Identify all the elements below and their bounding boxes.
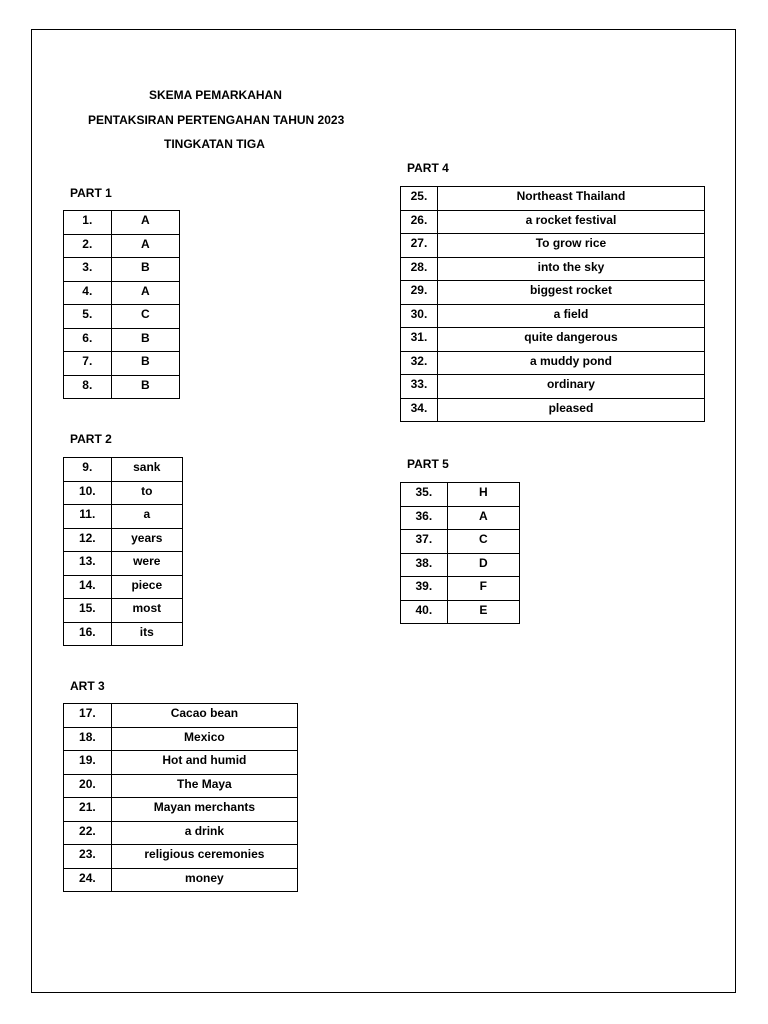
- question-number: 13.: [64, 552, 112, 576]
- answer-row: [401, 210, 705, 234]
- question-number: 2.: [64, 234, 112, 258]
- answer-cell: money: [111, 868, 297, 892]
- question-number: 39.: [401, 577, 448, 601]
- answer-cell: a: [111, 505, 182, 529]
- answer-row: [64, 868, 298, 892]
- answer-cell: to: [111, 481, 182, 505]
- answer-cell: piece: [111, 575, 182, 599]
- answer-row: [64, 211, 180, 235]
- question-number: 19.: [64, 751, 112, 775]
- answer-row: [401, 328, 705, 352]
- question-number: 9.: [64, 458, 112, 482]
- question-number: 36.: [401, 506, 448, 530]
- answer-cell: A: [111, 281, 179, 305]
- answer-row: [64, 481, 183, 505]
- answer-cell: a drink: [111, 821, 297, 845]
- answer-row: [64, 234, 180, 258]
- answer-row: [64, 552, 183, 576]
- answer-row: [64, 727, 298, 751]
- answer-row: [401, 553, 520, 577]
- answer-row: [64, 352, 180, 376]
- answer-cell: A: [447, 506, 519, 530]
- answer-cell: years: [111, 528, 182, 552]
- question-number: 34.: [401, 398, 438, 422]
- answer-row: [64, 575, 183, 599]
- answer-cell: a rocket festival: [437, 210, 704, 234]
- answer-cell: Mexico: [111, 727, 297, 751]
- answer-cell: A: [111, 211, 179, 235]
- answer-row: [64, 375, 180, 399]
- answer-cell: E: [447, 600, 519, 624]
- answer-row: [64, 328, 180, 352]
- answer-cell: B: [111, 328, 179, 352]
- answer-cell: B: [111, 352, 179, 376]
- answer-row: [401, 600, 520, 624]
- header-title: SKEMA PEMARKAHAN: [149, 88, 282, 102]
- answer-row: [64, 845, 298, 869]
- answer-cell: Mayan merchants: [111, 798, 297, 822]
- question-number: 40.: [401, 600, 448, 624]
- question-number: 24.: [64, 868, 112, 892]
- question-number: 18.: [64, 727, 112, 751]
- answer-cell: Cacao bean: [111, 704, 297, 728]
- question-number: 10.: [64, 481, 112, 505]
- answer-cell: pleased: [437, 398, 704, 422]
- question-number: 1.: [64, 211, 112, 235]
- answer-row: [64, 599, 183, 623]
- answer-row: [64, 505, 183, 529]
- answer-cell: sank: [111, 458, 182, 482]
- answer-row: [401, 281, 705, 305]
- answer-cell: were: [111, 552, 182, 576]
- answer-cell: a muddy pond: [437, 351, 704, 375]
- answer-cell: B: [111, 258, 179, 282]
- answer-cell: H: [447, 483, 519, 507]
- answer-row: [64, 458, 183, 482]
- question-number: 21.: [64, 798, 112, 822]
- question-number: 23.: [64, 845, 112, 869]
- answer-row: [64, 798, 298, 822]
- answer-row: [64, 258, 180, 282]
- question-number: 12.: [64, 528, 112, 552]
- question-number: 8.: [64, 375, 112, 399]
- answer-cell: C: [111, 305, 179, 329]
- part5-table: [400, 482, 520, 624]
- answer-cell: its: [111, 622, 182, 646]
- answer-row: [64, 774, 298, 798]
- answer-row: [401, 351, 705, 375]
- part4-label: PART 4: [407, 161, 449, 175]
- answer-row: [401, 577, 520, 601]
- answer-cell: into the sky: [437, 257, 704, 281]
- answer-cell: most: [111, 599, 182, 623]
- part2-label: PART 2: [70, 432, 112, 446]
- question-number: 16.: [64, 622, 112, 646]
- answer-cell: quite dangerous: [437, 328, 704, 352]
- question-number: 5.: [64, 305, 112, 329]
- part4-table: [400, 186, 705, 422]
- question-number: 28.: [401, 257, 438, 281]
- answer-row: [64, 751, 298, 775]
- question-number: 37.: [401, 530, 448, 554]
- answer-row: [401, 257, 705, 281]
- question-number: 29.: [401, 281, 438, 305]
- question-number: 27.: [401, 234, 438, 258]
- part1-label: PART 1: [70, 186, 112, 200]
- question-number: 38.: [401, 553, 448, 577]
- answer-cell: religious ceremonies: [111, 845, 297, 869]
- answer-cell: C: [447, 530, 519, 554]
- answer-row: [401, 483, 520, 507]
- question-number: 31.: [401, 328, 438, 352]
- question-number: 3.: [64, 258, 112, 282]
- question-number: 30.: [401, 304, 438, 328]
- question-number: 15.: [64, 599, 112, 623]
- answer-row: [64, 528, 183, 552]
- question-number: 6.: [64, 328, 112, 352]
- answer-cell: Northeast Thailand: [437, 187, 704, 211]
- answer-row: [401, 187, 705, 211]
- answer-cell: a field: [437, 304, 704, 328]
- part1-table: [63, 210, 180, 399]
- question-number: 26.: [401, 210, 438, 234]
- answer-cell: To grow rice: [437, 234, 704, 258]
- answer-cell: B: [111, 375, 179, 399]
- question-number: 17.: [64, 704, 112, 728]
- question-number: 14.: [64, 575, 112, 599]
- answer-row: [401, 234, 705, 258]
- answer-row: [401, 398, 705, 422]
- answer-row: [401, 375, 705, 399]
- header-subtitle: PENTAKSIRAN PERTENGAHAN TAHUN 2023: [88, 113, 345, 127]
- answer-row: [401, 530, 520, 554]
- answer-row: [401, 304, 705, 328]
- question-number: 4.: [64, 281, 112, 305]
- answer-cell: ordinary: [437, 375, 704, 399]
- part3-label: ART 3: [70, 679, 105, 693]
- question-number: 35.: [401, 483, 448, 507]
- question-number: 25.: [401, 187, 438, 211]
- answer-cell: The Maya: [111, 774, 297, 798]
- answer-row: [64, 305, 180, 329]
- question-number: 7.: [64, 352, 112, 376]
- part5-label: PART 5: [407, 457, 449, 471]
- question-number: 22.: [64, 821, 112, 845]
- part2-table: [63, 457, 183, 646]
- header-form: TINGKATAN TIGA: [164, 137, 265, 151]
- answer-cell: D: [447, 553, 519, 577]
- answer-row: [401, 506, 520, 530]
- question-number: 11.: [64, 505, 112, 529]
- answer-row: [64, 821, 298, 845]
- question-number: 20.: [64, 774, 112, 798]
- question-number: 32.: [401, 351, 438, 375]
- answer-cell: A: [111, 234, 179, 258]
- answer-cell: Hot and humid: [111, 751, 297, 775]
- question-number: 33.: [401, 375, 438, 399]
- answer-row: [64, 622, 183, 646]
- answer-cell: F: [447, 577, 519, 601]
- answer-row: [64, 704, 298, 728]
- answer-row: [64, 281, 180, 305]
- answer-cell: biggest rocket: [437, 281, 704, 305]
- part3-table: [63, 703, 298, 892]
